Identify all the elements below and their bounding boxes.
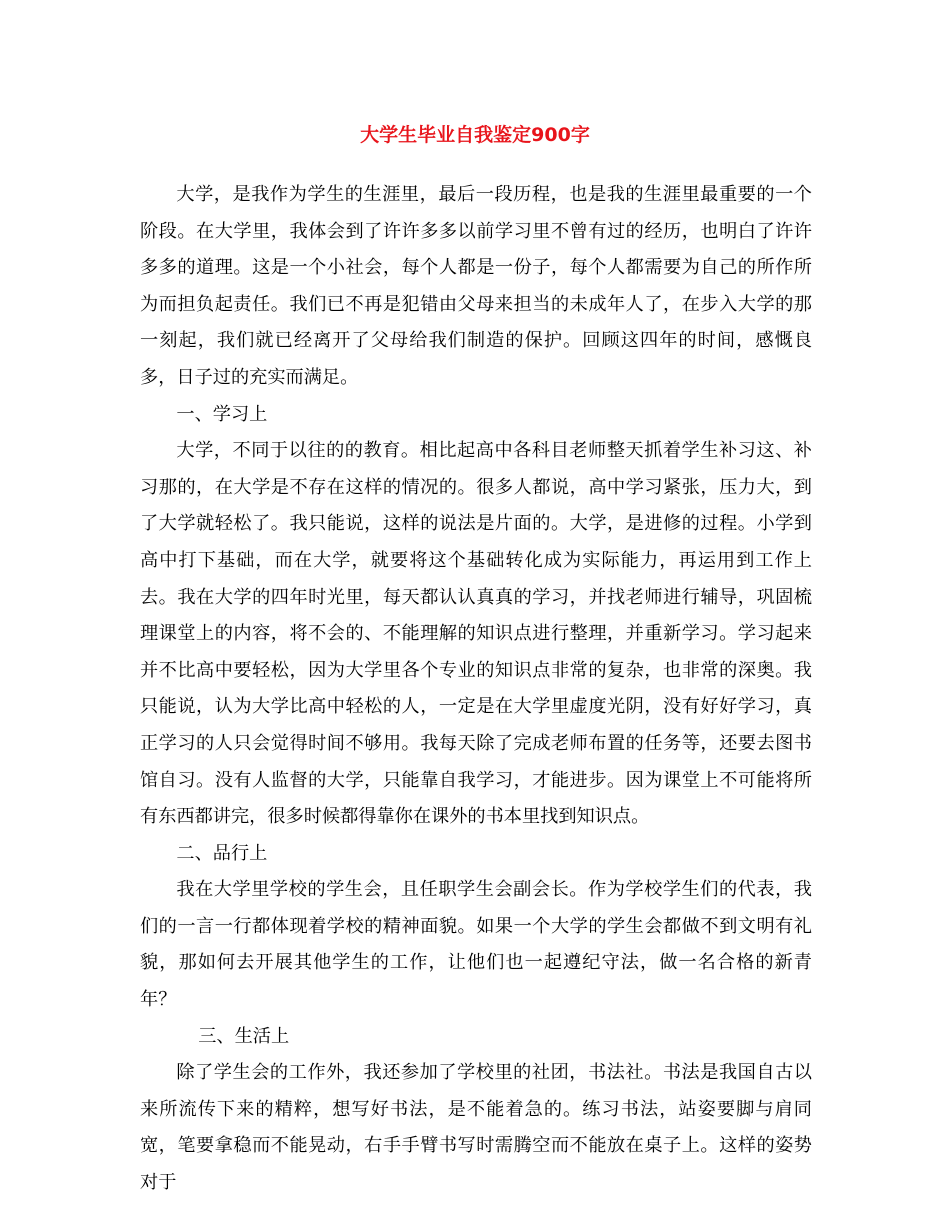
- document-body: [140, 177, 812, 1202]
- paragraph-intro: 大学，是我作为学生的生涯里，最后一段历程，也是我的生涯里最重要的一个阶段。在大学里，我体会到了许许多多以前学习里不曾有过的经历，也明白了许许多多的道理。这是一个小社会，每个人都是一份子，每个人都需要为自己的所作所为而担负起责任。我们已不再是犯错由父母来担当的未成年人了，在步入大学的那一刻起，我们就已经离开了父母给我们制造的保护。回顾这四年的时间，感慨良多，日子过的充实而满足。: [140, 184, 812, 388]
- section-heading-conduct: 二、品行上: [176, 842, 268, 864]
- section-heading-study: 一、学习上: [176, 403, 268, 425]
- paragraph-life: 除了学生会的工作外，我还参加了学校里的社团，书法社。书法是我国自古以来所流传下来的精粹，想写好书法，是不能着急的。练习书法，站姿要脚与肩同宽，笔要拿稳而不能晃动，右手手臂书写时需腾空而不能放在桌子上。这样的姿势对于: [140, 1062, 812, 1194]
- paragraph-study: 大学，不同于以往的的教育。相比起高中各科目老师整天抓着学生补习这、补习那的，在大学是不存在这样的情况的。很多人都说，高中学习紧张，压力大，到了大学就轻松了。我只能说，这样的说法是片面的。大学，是进修的过程。小学到高中打下基础，而在大学，就要将这个基础转化成为实际能力，再运用到工作上去。我在大学的四年时光里，每天都认认真真的学习，并找老师进行辅导，巩固梳理课堂上的内容，将不会的、不能理解的知识点进行整理，并重新学习。学习起来并不比高中要轻松，因为大学里各个专业的知识点非常的复杂，也非常的深奥。我只能说，认为大学比高中轻松的人，一定是在大学里虚度光阴，没有好好学习，真正学习的人只会觉得时间不够用。我每天除了完成老师布置的任务等，还要去图书馆自习。没有人监督的大学，只能靠自我学习，才能进步。因为课堂上不可能将所有东西都讲完，很多时候都得靠你在课外的书本里找到知识点。: [140, 440, 812, 828]
- document-title: 大学生毕业自我鉴定900字: [360, 124, 590, 146]
- section-heading-life: 三、生活上: [198, 1025, 290, 1047]
- paragraph-conduct: 我在大学里学校的学生会，且任职学生会副会长。作为学校学生们的代表，我们的一言一行都体现着学校的精神面貌。如果一个大学的学生会都做不到文明有礼貌，那如何去开展其他学生的工作，让他们也一起遵纪守法，做一名合格的新青年？: [140, 879, 812, 1011]
